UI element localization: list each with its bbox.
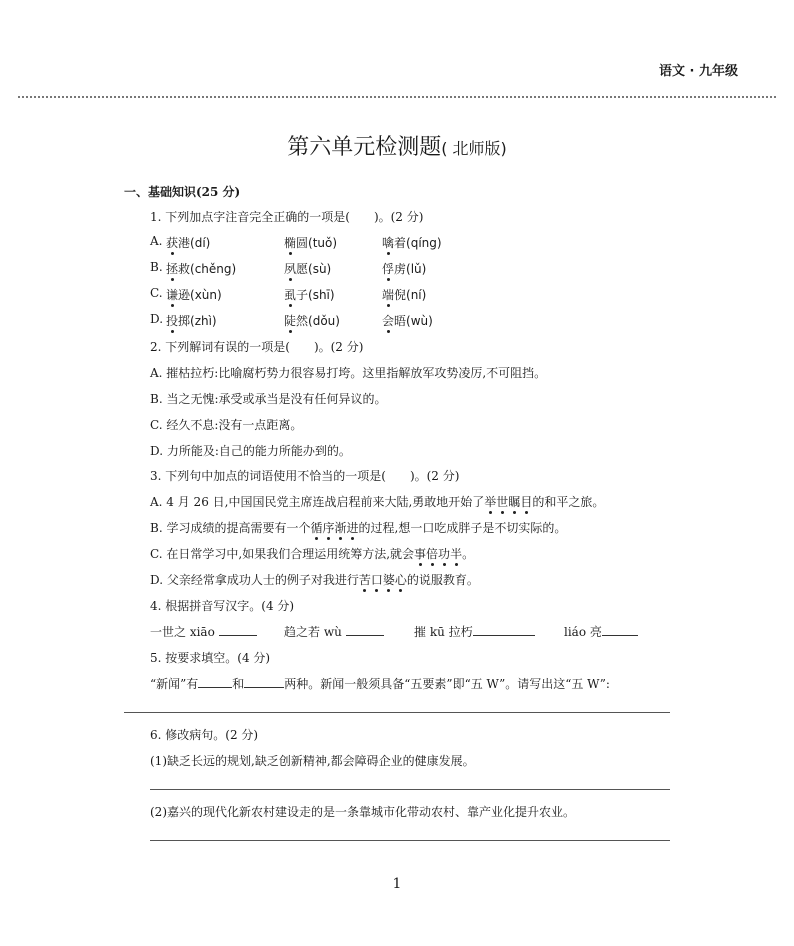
page-title [0,130,794,161]
title-edition: ( 北师版) [441,139,507,158]
q3-option-d: D. 父亲经常拿成功人士的例子对我进行苦口婆心的说服教育。 [150,573,479,587]
q2-option-d: D. 力所能及:自己的能力所能办到的。 [150,444,351,458]
dotted-char: 苦 [358,573,371,587]
dotted-char: 瞩 [508,495,521,509]
option-item: 端倪(ní) [382,288,427,302]
q3-option-a: A. 4 月 26 日,中国国民党主席连战启程前来大陆,勇敢地开始了举世瞩目的和平之旅。 [150,495,605,509]
answer-blank[interactable] [473,623,535,636]
option-item: 陡然(dǒu) [284,314,340,328]
option-item: 拯救(chěng) [166,262,237,276]
option-label: D. [150,312,164,326]
page-number: 1 [392,876,402,892]
q5-stem: 5. 按要求填空。(4 分) [150,651,271,665]
answer-line[interactable] [150,840,670,841]
answer-blank[interactable] [602,623,638,636]
answer-blank[interactable] [244,675,284,688]
option-label: C. [150,286,163,300]
dotted-char: 渐 [334,521,347,535]
answer-blank[interactable] [346,623,384,636]
dotted-char: 婆 [382,573,395,587]
q6-stem: 6. 修改病句。(2 分) [150,728,259,742]
q2-stem: 2. 下列解词有误的一项是( )。(2 分) [150,340,364,354]
answer-blank[interactable] [198,675,232,688]
q3-option-b: B. 学习成绩的提高需要有一个循序渐进的过程,想一口吃成胖子是不切实际的。 [150,521,567,535]
q4-item: liáo 亮 [564,623,638,640]
sentence-tail: 的过程,想一口吃成胖子是不切实际的。 [358,521,567,535]
subject-grade-header: 语文 · 九年级 [659,64,738,79]
q2-option-c: C. 经久不息:没有一点距离。 [150,418,303,432]
option-item: 谦逊(xùn) [166,288,222,302]
option-item: 俘虏(lǔ) [382,262,427,276]
q2-option-a: A. 摧枯拉朽:比喻腐朽势力很容易打垮。这里指解放军攻势凌厉,不可阻挡。 [150,366,547,380]
q2-option-b: B. 当之无愧:承受或承当是没有任何异议的。 [150,392,387,406]
q3-option-c: C. 在日常学习中,如果我们合理运用统筹方法,就会事倍功半。 [150,547,475,561]
title-main: 第六单元检测题 [287,135,442,160]
answer-line[interactable] [150,789,670,790]
dotted-char: 半 [450,547,463,561]
option-item: 夙愿(sù) [284,262,332,276]
dotted-char: 心 [394,573,407,587]
answer-blank[interactable] [219,623,257,636]
option-item: 椭圆(tuǒ) [284,236,338,250]
sentence-tail: 的和平之旅。 [532,495,605,509]
q6-sentence-1: (1)缺乏长远的规划,缺乏创新精神,都会障碍企业的健康发展。 [150,754,475,768]
answer-line[interactable] [124,712,670,713]
option-label: B. [150,260,163,274]
q4-stem: 4. 根据拼音写汉字。(4 分) [150,599,295,613]
dotted-char: 口 [370,573,383,587]
dotted-divider [18,96,776,104]
dotted-char: 举 [484,495,497,509]
dotted-char: 循 [310,521,323,535]
dotted-char: 世 [496,495,509,509]
dotted-char: 事 [414,547,427,561]
dotted-idiom [310,521,358,535]
dotted-idiom [414,547,462,561]
dotted-char: 功 [438,547,451,561]
dotted-char: 序 [322,521,335,535]
option-item: 投掷(zhì) [166,314,217,328]
section-heading: 一、基础知识(25 分) [124,185,241,199]
q6-sentence-2: (2)嘉兴的现代化新农村建设走的是一条靠城市化带动农村、靠产业化提升农业。 [150,805,576,819]
option-item: 虱子(shī) [284,288,335,302]
option-label: A. [150,234,163,248]
q1-stem: 1. 下列加点字注音完全正确的一项是( )。(2 分) [150,210,424,224]
sentence-tail: 的说服教育。 [406,573,479,587]
dotted-char: 进 [346,521,359,535]
option-item: 获港(dí) [166,236,211,250]
option-item: 噙着(qíng) [382,236,442,250]
q5-prompt: “新闻”有 和 两种。新闻一般须具备“五要素”即“五 W”。请写出这“五 W”: [150,677,610,691]
q4-item: 趋之若 wù [284,623,384,640]
q4-item: 一世之 xiāo [150,623,257,640]
dotted-idiom [484,495,532,509]
sentence-tail: 。 [462,547,475,561]
q4-item: 摧 kū 拉朽 [414,623,535,640]
dotted-char: 倍 [426,547,439,561]
q3-stem: 3. 下列句中加点的词语使用不恰当的一项是( )。(2 分) [150,469,460,483]
option-item: 会晤(wù) [382,314,433,328]
dotted-char: 目 [520,495,533,509]
dotted-idiom [359,573,407,587]
